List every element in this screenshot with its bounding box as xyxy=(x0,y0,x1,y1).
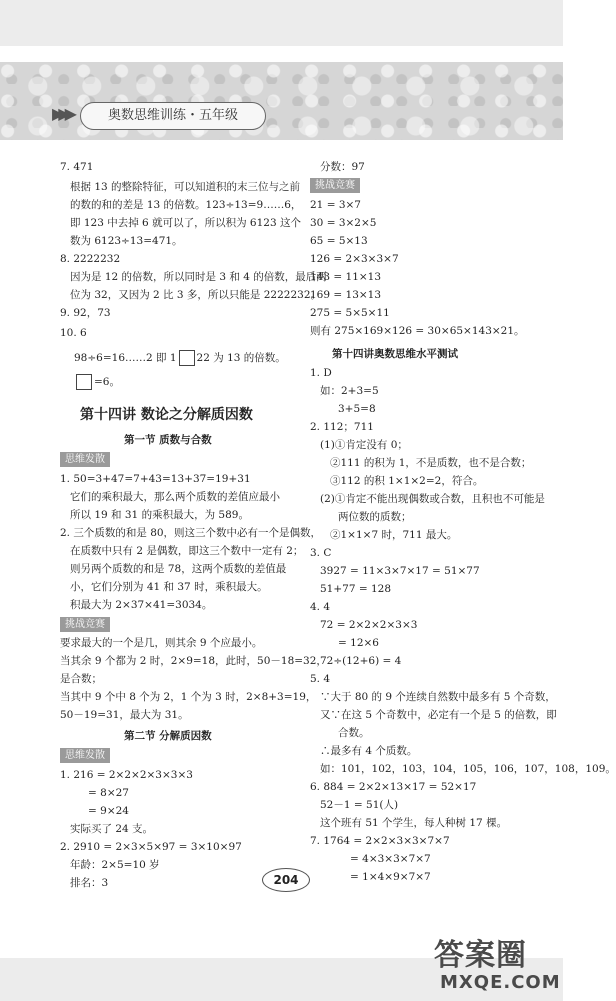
text-line: 72 = 2×2×2×3×3 xyxy=(320,619,418,631)
watermark-logo: 答案圈 xyxy=(434,938,527,973)
text-line: 数为 6123÷13=471。 xyxy=(70,235,183,247)
text-line: 合数。 xyxy=(338,727,370,739)
tag-challenge: 挑战竞赛 xyxy=(310,178,360,193)
text-line: = 8×27 xyxy=(88,787,129,799)
page-number: 204 xyxy=(262,868,310,892)
top-margin xyxy=(0,0,563,46)
text-line: 即 123 中去掉 6 就可以了，所以积为 6123 这个 xyxy=(70,217,301,229)
text-line: 21 = 3×7 xyxy=(310,199,361,211)
text-line: 72÷(12+6) = 4 xyxy=(320,655,402,667)
text-line: (2)①肯定不能出现偶数或合数，且积也不可能是 xyxy=(320,493,545,505)
text-line: 这个班有 51 个学生，每人种树 17 棵。 xyxy=(320,817,508,829)
text-line: = 1×4×9×7×7 xyxy=(350,871,431,883)
q9-answer: 9. 92，73 xyxy=(60,307,111,319)
q10-line-2: =6。 xyxy=(94,376,120,388)
text-line: 51+77 = 128 xyxy=(320,583,392,595)
text-line: 6. 884 = 2×2×13×17 = 52×17 xyxy=(310,781,477,793)
q7-answer: 7. 471 xyxy=(60,161,94,173)
text-line: 5. 4 xyxy=(310,673,331,685)
text-line: 它们的乘积最大，那么两个质数的差值应最小 xyxy=(70,491,280,503)
text-line: 2. 112；711 xyxy=(310,421,374,433)
text-line: 因为是 12 的倍数，所以同时是 3 和 4 的倍数，最后两 xyxy=(70,271,327,283)
text-line: 52－1 = 51(人) xyxy=(320,799,399,811)
arrow-decoration-icon: ▶▶▶ xyxy=(52,104,71,123)
text-line: 1. D xyxy=(310,367,332,379)
text-line: = 9×24 xyxy=(88,805,129,817)
text-line: 50－19=31，最大为 31。 xyxy=(60,709,189,721)
q10-line-part-b: 22 为 13 的倍数。 xyxy=(196,352,286,364)
text-line: 又∵在这 5 个奇数中，必定有一个是 5 的倍数，即 xyxy=(320,709,557,721)
q10-answer: 10. 6 xyxy=(60,327,87,339)
text-line: 30 = 3×2×5 xyxy=(310,217,377,229)
test-title: 第十四讲奥数思维水平测试 xyxy=(332,348,458,360)
text-line: ③112 的积 1×1×2=2，符合。 xyxy=(330,475,484,487)
text-line: 所以 19 和 31 的乘积最大，为 589。 xyxy=(70,509,249,521)
text-line: 1. 216 = 2×2×2×3×3×3 xyxy=(60,769,193,781)
watermark-url: MXQE.COM xyxy=(440,972,561,993)
text-line: 则另两个质数的和是 78，这两个质数的差值最 xyxy=(70,563,287,575)
text-line: 当其余 9 个都为 2 时，2×9=18，此时，50－18=32， xyxy=(60,655,327,667)
q10-line-part-a: 98÷6=16……2 即 1 xyxy=(74,352,177,364)
text-line: 126 = 2×3×3×7 xyxy=(310,253,399,265)
text-line: 3927 = 11×3×7×17 = 51×77 xyxy=(320,565,480,577)
text-line: ②111 的积为 1，不是质数，也不是合数； xyxy=(330,457,532,469)
blank-box xyxy=(76,374,92,390)
text-line: 的数的和的差是 13 的倍数。123÷13=9……6， xyxy=(70,199,302,211)
text-line: ∴最多有 4 个质数。 xyxy=(320,745,418,757)
text-line: 位为 32，又因为 2 比 3 多，所以只能是 2222232。 xyxy=(70,289,322,301)
text-line: 要求最大的一个是几，则其余 9 个应最小。 xyxy=(60,637,263,649)
lecture-title: 第十四讲 数论之分解质因数 xyxy=(80,407,253,423)
text-line: 是合数； xyxy=(60,673,102,685)
text-line: 4. 4 xyxy=(310,601,331,613)
blank-box xyxy=(179,350,195,366)
text-line: 在质数中只有 2 是偶数，即这三个数中一定有 2； xyxy=(70,545,304,557)
section-title: 第一节 质数与合数 xyxy=(124,434,212,446)
text-line: ∵大于 80 的 9 个连续自然数中最多有 5 个奇数， xyxy=(320,691,556,703)
header-band xyxy=(0,62,563,140)
book-title: 奥数思维训练・五年级 xyxy=(80,102,266,130)
tag-challenge: 挑战竞赛 xyxy=(60,617,110,632)
text-line: 实际买了 24 支。 xyxy=(70,823,154,835)
text-line: (1)①肯定没有 0； xyxy=(320,439,408,451)
tag-think: 思维发散 xyxy=(60,452,110,467)
text-line: 排名：3 xyxy=(70,877,109,889)
text-line: 如：2+3=5 xyxy=(320,385,379,397)
text-line: = 12×6 xyxy=(338,637,379,649)
text-line: 2. 2910 = 2×3×5×97 = 3×10×97 xyxy=(60,841,242,853)
text-line xyxy=(74,374,120,390)
text-line: 7. 1764 = 2×2×3×3×7×7 xyxy=(310,835,450,847)
text-line: 65 = 5×13 xyxy=(310,235,368,247)
text-line: 3+5=8 xyxy=(338,403,376,415)
text-line: 2. 三个质数的和是 80，则这三个数中必有一个是偶数， xyxy=(60,527,322,539)
text-line: 3. C xyxy=(310,547,332,559)
tag-think: 思维发散 xyxy=(60,748,110,763)
text-line: 当其中 9 个中 8 个为 2，1 个为 3 时，2×8+3=19， xyxy=(60,691,317,703)
text-line: 分数：97 xyxy=(320,161,365,173)
text-line: 年龄：2×5=10 岁 xyxy=(70,859,160,871)
text-line: 根据 13 的整除特征，可以知道积的末三位与之前 xyxy=(70,181,301,193)
text-line: 169 = 13×13 xyxy=(310,289,382,301)
text-line: 积最大为 2×37×41=3034。 xyxy=(70,599,213,611)
text-line: 如：101，102，103，104，105，106，107，108，109。 xyxy=(320,763,616,775)
text-line: 1. 50=3+47=7+43=13+37=19+31 xyxy=(60,473,251,485)
text-line: 则有 275×169×126 = 30×65×143×21。 xyxy=(310,325,525,337)
text-line: 两位数的质数； xyxy=(338,511,412,523)
section-title: 第二节 分解质因数 xyxy=(124,730,212,742)
text-line: 小，它们分别为 41 和 37 时，乘积最大。 xyxy=(70,581,268,593)
text-line: ②1×1×7 时，711 最大。 xyxy=(330,529,458,541)
text-line: = 4×3×3×7×7 xyxy=(350,853,431,865)
text-line: 143 = 11×13 xyxy=(310,271,382,283)
q8-answer: 8. 2222232 xyxy=(60,253,121,265)
text-line: 275 = 5×5×11 xyxy=(310,307,390,319)
text-line xyxy=(74,350,286,366)
